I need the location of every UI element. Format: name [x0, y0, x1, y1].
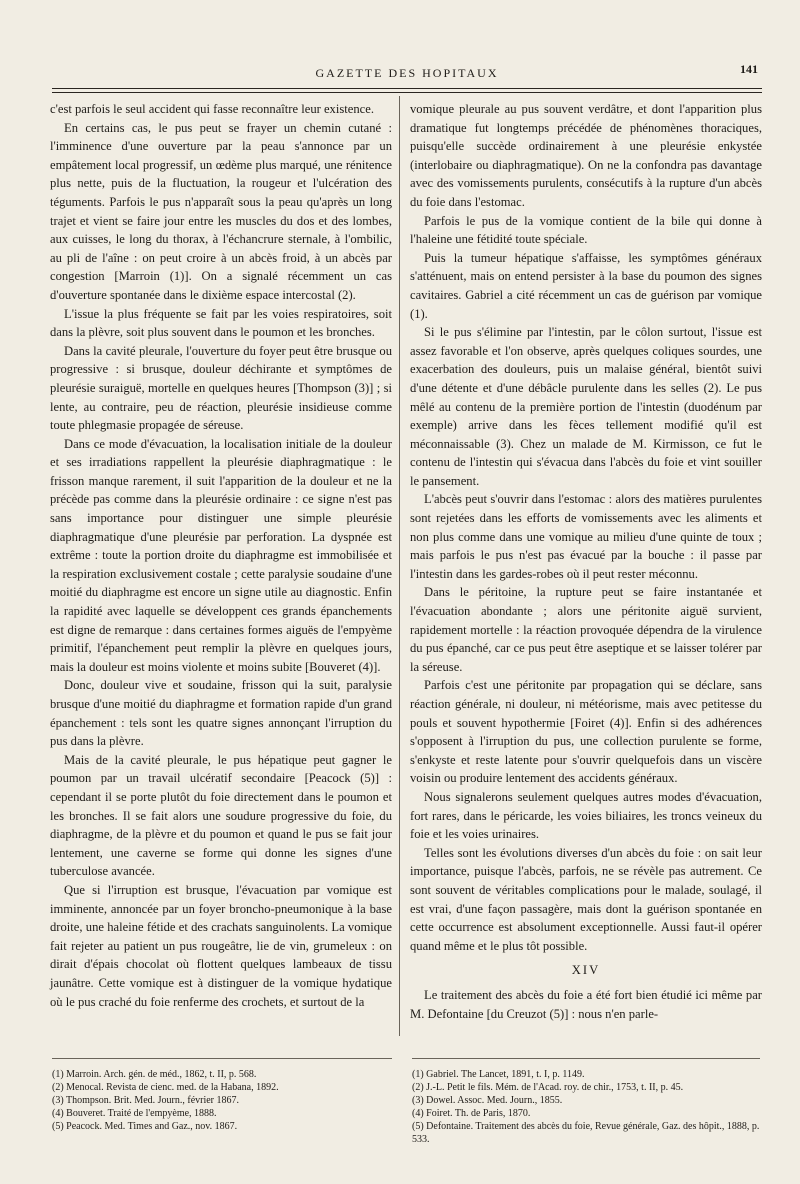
left-footnotes: [52, 1068, 392, 1133]
paragraph: Dans le péritoine, la rupture peut se faire instantanée et l'évacuation abondante ; alors une péritonite aiguë survient, rapidement mortelle : la réaction provoquée dépendra de la virulence du pus épanché, car ce pus peut être aseptique et se laisser tolérer par la séreuse.: [410, 585, 762, 674]
paragraph: Parfois c'est une péritonite par propagation qui se déclare, sans réaction générale, ni douleur, ni météorisme, mais avec petitesse du pouls et souvent hypothermie [Foiret (4)]. Enfin si des adhérences s'opposent à l'irruption du pus, une collection purulente se forme, s'enkyste et reste latente pour s'ouvrir quelquefois dans un viscère voisin ou produire lentement des accidents généraux.: [410, 678, 762, 786]
footnote: (1) Gabriel. The Lancet, 1891, t. I, p. 1149.: [412, 1069, 585, 1080]
page-number: 141: [740, 62, 758, 76]
footnote: (2) Menocal. Revista de cienc. med. de la Habana, 1892.: [52, 1082, 279, 1093]
paragraph: Si le pus s'élimine par l'intestin, par le côlon surtout, l'issue est assez favorable et l'on observe, après quelques coliques sourdes, une exacerbation des douleurs, puis un malaise général, bientôt suivi d'une détente et d'une débâcle purulente dans les selles (2). Le pus mêlé au contenu de la première portion de l'intestin (duodénum par exemple) arrive dans les fèces tellement modifié qu'il est méconnaissable (3). Chez un malade de M. Kirmisson, ce fut le contenu de l'intestin qui s'évacua dans l'abcès du foie et vint souiller le pansement.: [410, 325, 762, 488]
footnote: (4) Foiret. Th. de Paris, 1870.: [412, 1108, 531, 1119]
footnote: (3) Dowel. Assoc. Med. Journ., 1855.: [412, 1095, 563, 1106]
paragraph: Donc, douleur vive et soudaine, frisson qui la suit, paralysie brusque d'une moitié du diaphragme et formation rapide d'un grand épanchement : tels sont les quatre signes annonçant l'irruption du pus dans la plèvre.: [50, 678, 392, 749]
footnote: (3) Thompson. Brit. Med. Journ., février 1867.: [52, 1095, 240, 1106]
paragraph: Puis la tumeur hépatique s'affaisse, les symptômes généraux s'atténuent, mais on entend persister à la base du poumon des signes cavitaires. Gabriel a cité récemment un cas de guérison par vomique (1).: [410, 250, 762, 321]
paragraph: vomique pleurale au pus souvent verdâtre, et dont l'apparition plus dramatique fut longtemps précédée de phénomènes thoraciques, puisqu'elle succède ordinairement à une pleurésie enkystée (interlobaire ou diaphragmatique). On ne la confondra pas davantage avec des vomissements purulents, consécutifs à la rupture d'un abcès du foie dans l'estomac.: [410, 102, 762, 209]
footnote: (2) J.-L. Petit le fils. Mém. de l'Acad. roy. de chir., 1753, t. II, p. 45.: [412, 1082, 684, 1093]
paragraph: L'issue la plus fréquente se fait par les voies respiratoires, soit dans la plèvre, soit plus souvent dans le poumon et les bronches.: [50, 306, 392, 340]
footnote: (1) Marroin. Arch. gén. de méd., 1862, t. II, p. 568.: [52, 1069, 257, 1080]
paragraph: c'est parfois le seul accident qui fasse reconnaître leur existence.: [50, 102, 374, 116]
paragraph: Telles sont les évolutions diverses d'un abcès du foie : on sait leur importance, puisque l'abcès, parfois, ne se révèle pas autrement. Ce sont souvent de véritables complications pour le malade, soulagé, il est vrai, d'une façon passagère, mais dont la guérison spontanée en cette occurrence est absolument exceptionnelle. Aussi faut-il opérer quand même et le plus tôt possible.: [410, 845, 762, 953]
paragraph: Mais de la cavité pleurale, le pus hépatique peut gagner le poumon par un travail ulcératif secondaire [Peacock (5)] : cependant il se porte plutôt du foie directement dans le poumon et les bronches. Il se fait alors une soudure progressive du foie, du diaphragme, de la plèvre et du poumon et quand le pus se fait jour lentement, une caverne se forme qui donne les signes d'une tuberculose avancée.: [50, 752, 392, 879]
paragraph: En certains cas, le pus peut se frayer un chemin cutané : l'imminence d'une ouverture par la peau s'annonce par un empâtement local progressif, un œdème plus marqué, une rénitence plus nette, puis de la fluctuation, la rougeur et l'ulcération des téguments. Parfois le pus n'apparaît sous la peau qu'après un long trajet et vient se faire jour entre les muscles du dos et des lombes, aux cuisses, le long du thorax, à l'échancrure sternale, à l'ombilic, au pli de l'aîne : on peut croire à un abcès froid, à un abcès par congestion [Marroin (1)]. On a signalé récemment un cas d'ouverture spontanée dans le dixième espace intercostal (2).: [50, 120, 392, 302]
paragraph: Nous signalerons seulement quelques autres modes d'évacuation, fort rares, dans le péricarde, les voies biliaires, les troncs veineux du foie et les voies urinaires.: [410, 789, 762, 842]
footnote: (4) Bouveret. Traité de l'empyème, 1888.: [52, 1108, 217, 1119]
paragraph: Dans la cavité pleurale, l'ouverture du foyer peut être brusque ou progressive : si brusque, douleur déchirante et symptômes de pleurésie suraiguë, mortelle en quelques heures [Thompson (3)] ; si lente, au contraire, peu de réaction, pleurésie insidieuse comme toute phlegmasie propagée de séreuse.: [50, 343, 392, 433]
page-header: [52, 62, 762, 86]
paragraph: Le traitement des abcès du foie a été fort bien étudié ici même par M. Defontaine [du Creuzot (5)] : nous n'en parle-: [410, 987, 762, 1021]
section-heading: XIV: [571, 963, 601, 978]
paragraph: Dans ce mode d'évacuation, la localisation initiale de la douleur et ses irradiations rappellent la pleurésie diaphragmatique : le frisson manque rarement, il suit l'apparition de la douleur et ne la précède pas comme dans la pleurésie ordinaire : ce signe n'est pas sans importance pour distinguer une simple pleurésie diaphragmatique d'une pleurésie par perforation. La dyspnée est extrême : toute la portion droite du diaphragme est immobilisée et la respiration exclusivement costale ; cette paralysie soudaine d'une moitié du diaphragme est encore un signe utile au diagnostic. Enfin la rapidité avec laquelle se développent ces grands épanchements est digne de remarque : dans certaines formes aiguës de l'empyème primitif, l'épanchement peut remplir la plèvre en quelques jours, mais la douleur est moins violente et moins subite [Bouveret (4)].: [50, 436, 392, 674]
paragraph: Que si l'irruption est brusque, l'évacuation par vomique est imminente, annoncée par un foyer broncho-pneumonique à la base droite, une haleine fétide et des crachats sanguinolents. La vomique fait rejeter au patient un pus rougeâtre, lie de vin, grumeleux : on dirait d'épais chocolat où flottent quelques lambeaux de tissu jaunâtre. Cette vomique est à distinguer de la vomique hydatique où le pus craché du foie renferme des crochets, et surtout de la: [50, 882, 392, 1009]
footnote: (5) Peacock. Med. Times and Gaz., nov. 1867.: [52, 1121, 238, 1132]
footnote: (5) Defontaine. Traitement des abcès du foie, Revue générale, Gaz. des hôpit., 1888, p. 533.: [412, 1121, 760, 1145]
left-column: [50, 100, 392, 1011]
footnote-rule: [52, 1058, 392, 1059]
header-rule: [52, 88, 762, 89]
paragraph: L'abcès peut s'ouvrir dans l'estomac : alors des matières purulentes sont rejetées dans les efforts de vomissements avec les aliments et non plus comme dans une vomique au milieu d'une quinte de toux ; mais parfois le pus n'est pas évacué par la bouche : il passe par l'intestin dans les gardes-robes où il peut rester méconnu.: [410, 492, 762, 581]
paragraph: Parfois le pus de la vomique contient de la bile qui donne à l'haleine une fétidité toute spéciale.: [410, 213, 762, 247]
right-column: [410, 100, 762, 1023]
right-footnotes: [412, 1068, 762, 1146]
footnote-rule: [412, 1058, 760, 1059]
header-rule-thin: [52, 92, 762, 93]
journal-title: GAZETTE DES HOPITAUX: [315, 66, 499, 80]
column-divider: [399, 96, 400, 1036]
